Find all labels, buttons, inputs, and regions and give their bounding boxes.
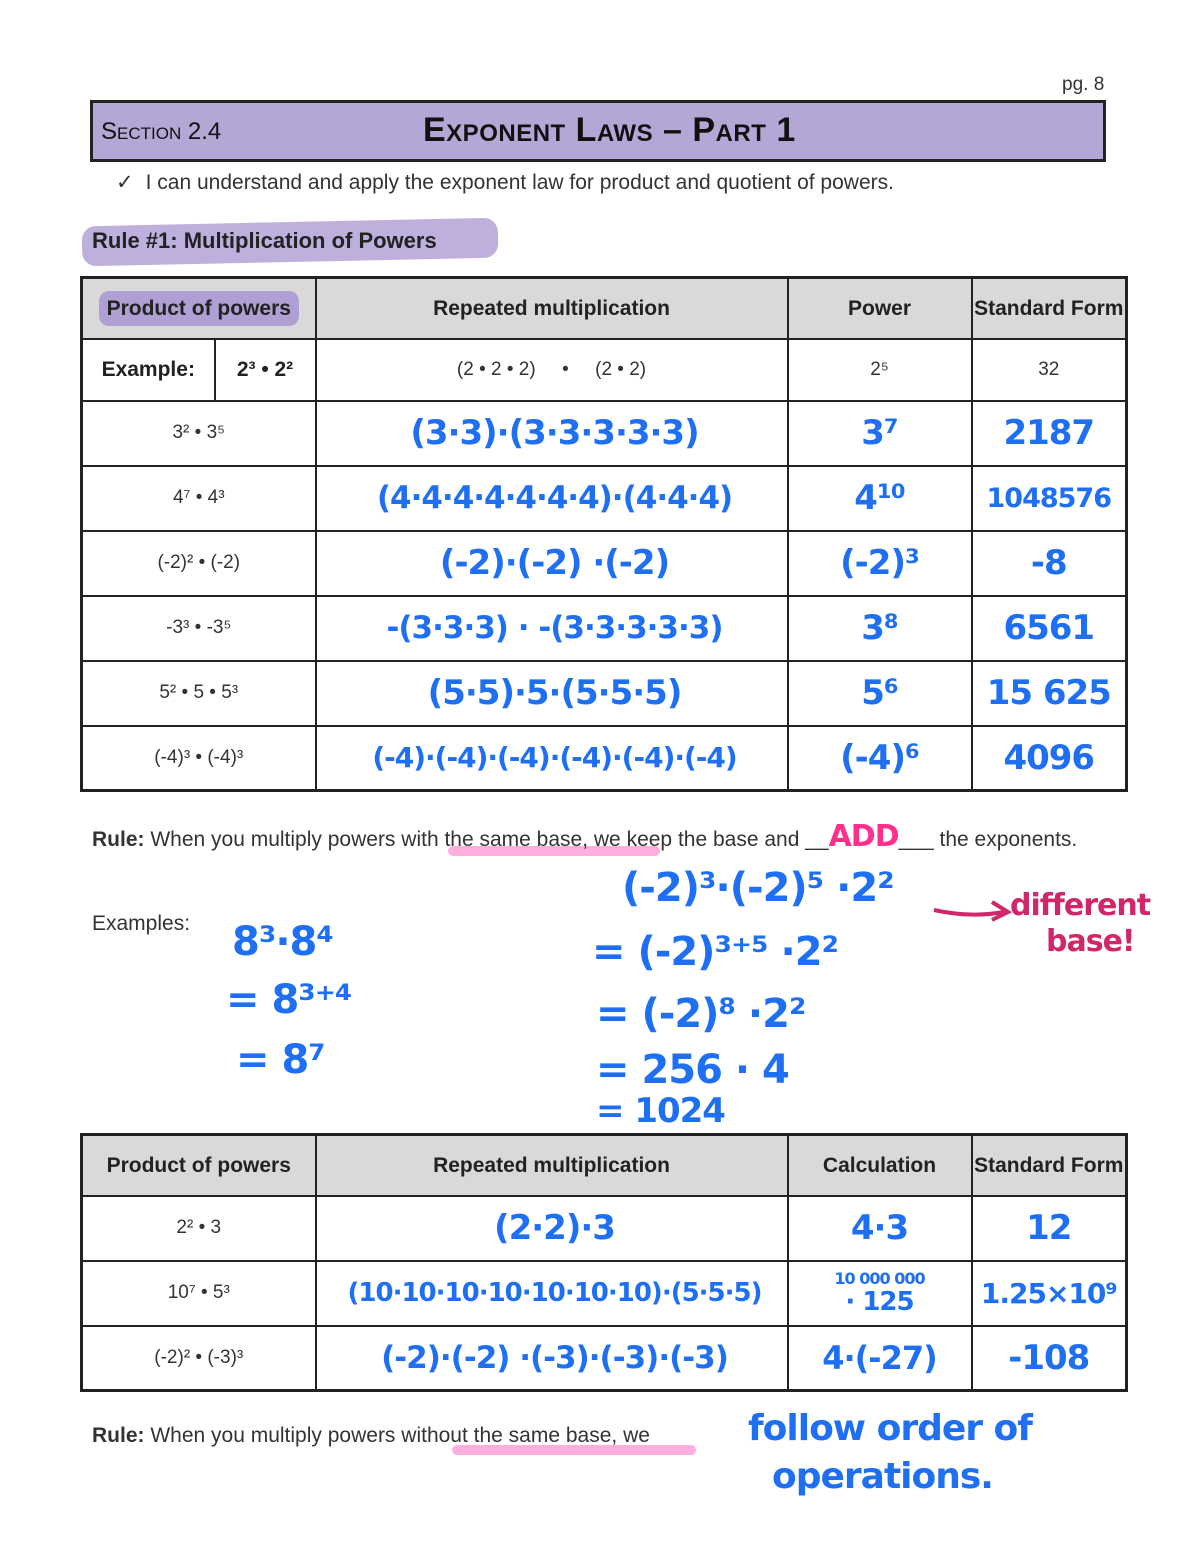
header-repeated-multiplication: Repeated multiplication [316, 278, 788, 339]
rule-statement-same-base: Rule: When you multiply powers with the same base, we keep the base and __ADD___ the exponents. [92, 819, 1078, 854]
table-header-row [82, 1135, 1127, 1196]
row-power: 5⁶ [788, 661, 972, 726]
example-standard: 32 [972, 339, 1127, 401]
annotation-base: base! [1046, 924, 1135, 959]
table-row [82, 1196, 1127, 1261]
row-standard: 2187 [972, 401, 1127, 466]
row-repeated: (10·10·10·10·10·10·10)·(5·5·5) [316, 1261, 788, 1326]
product-of-powers-table-different-bases [80, 1133, 1128, 1392]
example-label: Example: [82, 339, 215, 401]
row-expression: (-2)² • (-2) [82, 531, 316, 596]
example-repeated: (2 • 2 • 2) • (2 • 2) [316, 339, 788, 401]
row-repeated: (3·3)·(3·3·3·3·3) [316, 401, 788, 466]
learning-objective [116, 170, 894, 195]
row-power: 3⁷ [788, 401, 972, 466]
row-expression: 5² • 5 • 5³ [82, 661, 316, 726]
row-standard: 6561 [972, 596, 1127, 661]
row-expression: (-4)³ • (-4)³ [82, 726, 316, 791]
table-row [82, 531, 1127, 596]
row-power: (-4)⁶ [788, 726, 972, 791]
answer-follow-order: follow order of [748, 1408, 1032, 1449]
row-repeated: (4·4·4·4·4·4·4)·(4·4·4) [316, 466, 788, 531]
section-label: Section 2.4 [101, 118, 222, 145]
header-product-of-powers: Product of powers [82, 1135, 316, 1196]
table-row [82, 726, 1127, 791]
rule1-heading: Rule #1: Multiplication of Powers [92, 228, 437, 253]
work-line: = 256 · 4 [596, 1047, 789, 1093]
row-calculation: 4·3 [788, 1196, 972, 1261]
table-header-row [82, 278, 1127, 339]
row-standard: 4096 [972, 726, 1127, 791]
objective-text: I can understand and apply the exponent law for product and quotient of powers. [145, 171, 894, 194]
header-repeated-multiplication: Repeated multiplication [316, 1135, 788, 1196]
work-line: = 8³⁺⁴ [226, 977, 352, 1023]
table-row [82, 466, 1127, 531]
arrow-icon [930, 896, 1014, 926]
row-calculation [788, 1261, 972, 1326]
table-row [82, 1261, 1127, 1326]
work-line: 8³·8⁴ [232, 919, 333, 965]
work-line: = 1024 [596, 1091, 725, 1131]
header-standard-form: Standard Form [972, 1135, 1127, 1196]
table-row [82, 401, 1127, 466]
row-repeated: (-4)·(-4)·(-4)·(-4)·(-4)·(-4) [316, 726, 788, 791]
answer-operations: operations. [772, 1456, 993, 1497]
row-expression: -3³ • -3⁵ [82, 596, 316, 661]
checkmark-icon: ✓ [116, 171, 134, 194]
annotation-different: different [1010, 888, 1151, 923]
calc-top: 10 000 000 [834, 1269, 925, 1288]
row-repeated: (2·2)·3 [316, 1196, 788, 1261]
row-standard: -8 [972, 531, 1127, 596]
row-repeated: (-2)·(-2) ·(-3)·(-3)·(-3) [316, 1326, 788, 1391]
example-power: 2⁵ [788, 339, 972, 401]
table-row [82, 596, 1127, 661]
header-power: Power [788, 278, 972, 339]
calc-bottom: · 125 [845, 1287, 914, 1317]
examples-label: Examples: [92, 912, 191, 935]
row-expression: 10⁷ • 5³ [82, 1261, 316, 1326]
row-repeated: -(3·3·3) · -(3·3·3·3·3) [316, 596, 788, 661]
work-line: (-2)³·(-2)⁵ ·2² [622, 865, 894, 911]
row-standard: -108 [972, 1326, 1127, 1391]
row-repeated: (-2)·(-2) ·(-2) [316, 531, 788, 596]
header-product-of-powers: Product of powers [82, 278, 316, 339]
page-number: pg. 8 [1062, 74, 1105, 95]
row-expression: 3² • 3⁵ [82, 401, 316, 466]
section-header [90, 100, 1106, 162]
page-title: Exponent Laws – Part 1 [423, 111, 796, 149]
product-of-powers-table [80, 276, 1128, 792]
rule-statement-different-base: Rule: When you multiply powers without the same base, we [92, 1424, 650, 1447]
work-line: = 8⁷ [236, 1037, 325, 1083]
answer-add: ADD [828, 819, 899, 854]
row-standard: 12 [972, 1196, 1127, 1261]
row-power: 4¹⁰ [788, 466, 972, 531]
example-expression: 2³ • 2² [215, 339, 316, 401]
row-repeated: (5·5)·5·(5·5·5) [316, 661, 788, 726]
work-line: = (-2)⁸ ·2² [596, 991, 806, 1037]
header-calculation: Calculation [788, 1135, 972, 1196]
row-standard: 1048576 [972, 466, 1127, 531]
row-standard: 1.25×10⁹ [972, 1261, 1127, 1326]
work-line: = (-2)³⁺⁵ ·2² [592, 929, 839, 975]
row-expression: 4⁷ • 4³ [82, 466, 316, 531]
row-power: 3⁸ [788, 596, 972, 661]
row-calculation: 4·(-27) [788, 1326, 972, 1391]
row-expression: (-2)² • (-3)³ [82, 1326, 316, 1391]
header-standard-form: Standard Form [972, 278, 1127, 339]
table-row [82, 1326, 1127, 1391]
table-row [82, 661, 1127, 726]
example-row [82, 339, 1127, 401]
row-power: (-2)³ [788, 531, 972, 596]
row-expression: 2² • 3 [82, 1196, 316, 1261]
row-standard: 15 625 [972, 661, 1127, 726]
